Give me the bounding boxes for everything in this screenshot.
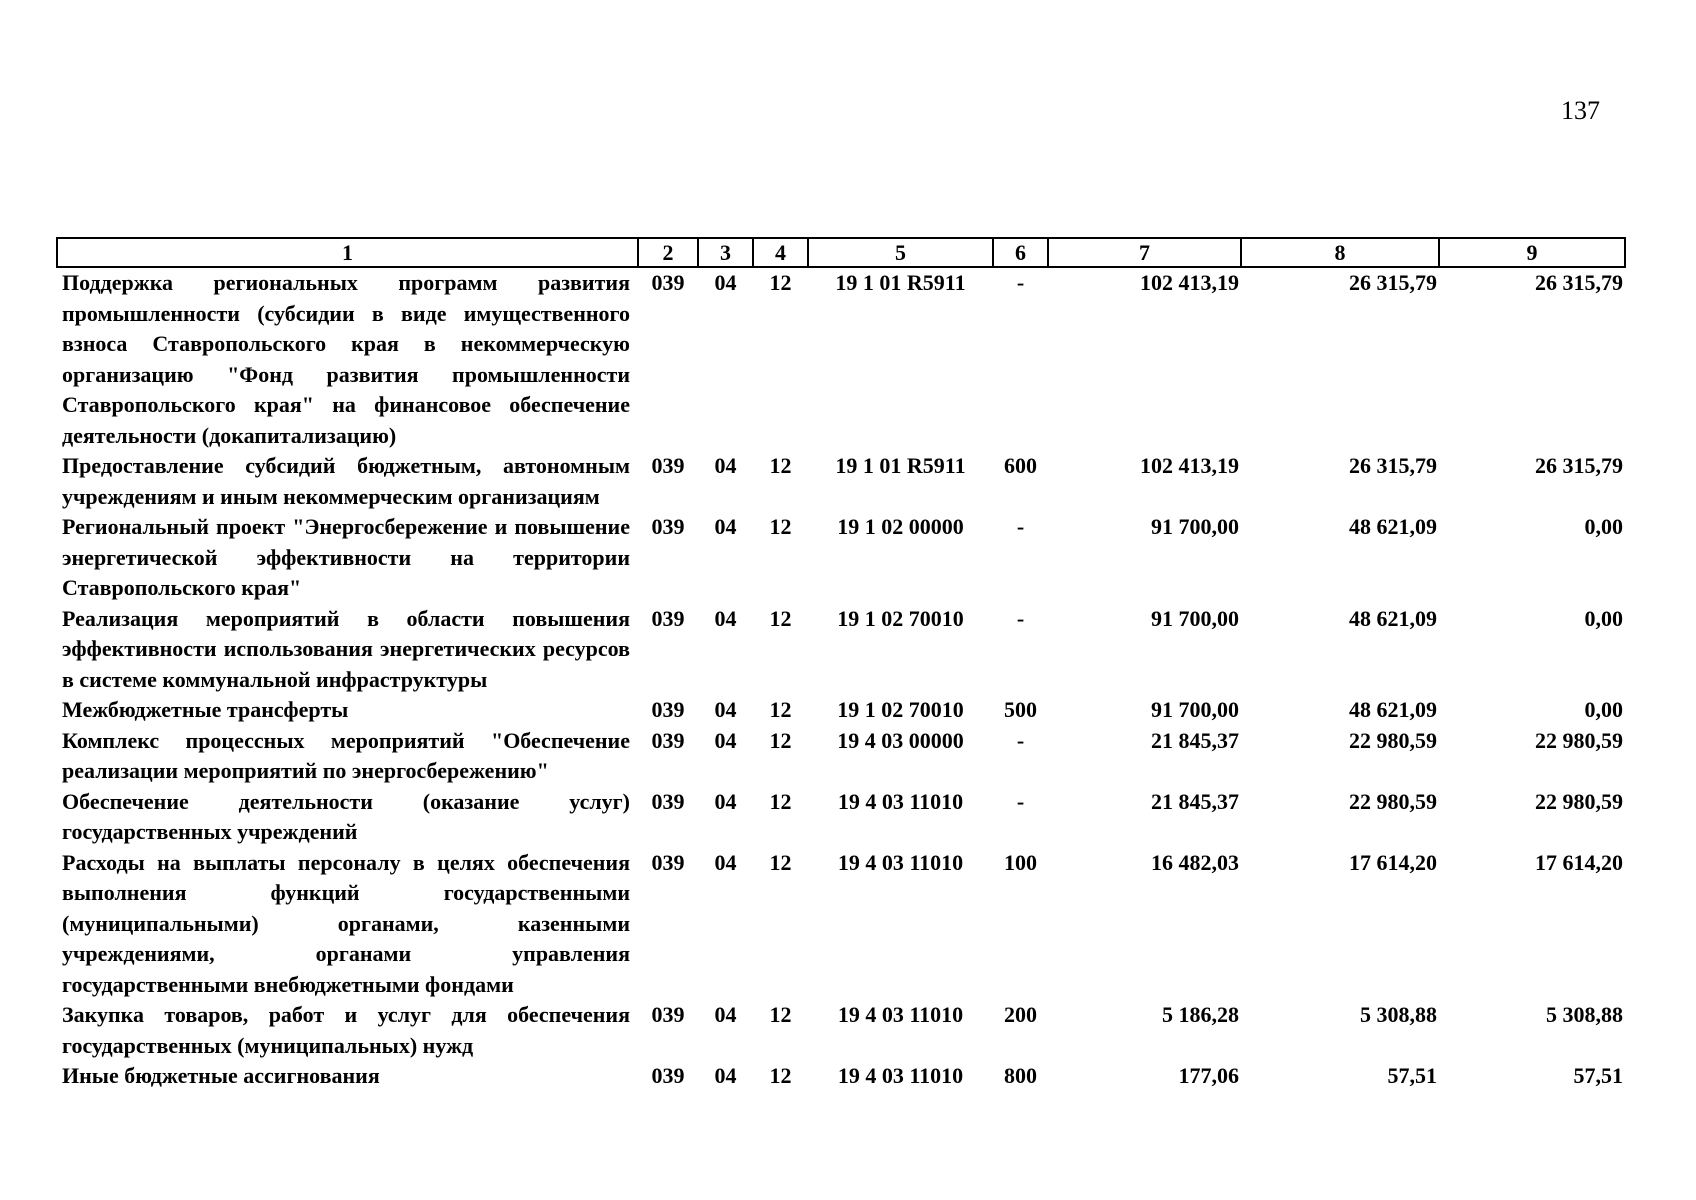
amount-col-7: 21 845,37 [1151, 788, 1239, 814]
section-code: 04 [714, 605, 737, 631]
subsection-code: 12 [769, 727, 792, 753]
amount-col-8: 48 621,09 [1349, 697, 1437, 722]
amount-col-8: 17 614,20 [1349, 849, 1437, 875]
amount-col-9: 5 308,88 [1546, 1002, 1623, 1027]
expense-type-code: 800 [1004, 1063, 1037, 1088]
section-code: 04 [714, 453, 737, 478]
column-header: 1 [57, 238, 638, 267]
table-row [57, 1000, 1625, 1061]
subsection-code: 12 [769, 1063, 792, 1088]
amount-col-9: 17 614,20 [1535, 849, 1623, 875]
column-header: 9 [1439, 238, 1625, 267]
amount-col-9: 0,00 [1584, 697, 1623, 722]
section-code: 04 [714, 849, 737, 875]
row-name: Поддержка региональных программ развития промышленности (субсидии в виде имущественного взноса Ставропольского края в некоммерческую организацию "Фонд развития промышленности Ставропольского края" на финансовое обеспечение деятельности (докапитализацию) [62, 270, 630, 448]
amount-col-7: 16 482,03 [1151, 849, 1239, 875]
target-article-code: 19 4 03 11010 [837, 849, 964, 875]
section-code: 04 [714, 514, 737, 539]
amount-col-7: 5 186,28 [1162, 1002, 1239, 1027]
amount-col-7: 21 845,37 [1151, 727, 1239, 753]
amount-col-8: 5 308,88 [1360, 1002, 1437, 1027]
section-code: 04 [714, 1002, 737, 1027]
amount-col-7: 91 700,00 [1151, 697, 1239, 722]
table-row [57, 512, 1625, 604]
ministry-code: 039 [651, 605, 685, 631]
amount-col-9: 57,51 [1573, 1063, 1623, 1088]
ministry-code: 039 [651, 849, 685, 875]
row-name: Предоставление субсидий бюджетным, автономным учреждениям и иным некоммерческим организациям [62, 453, 630, 509]
page-number: 137 [1561, 96, 1600, 125]
row-name: Расходы на выплаты персоналу в целях обеспечения выполнения функций государственными (муниципальными) органами, казенными учреждениями, органами управления государственными внебюджетными фондами [62, 849, 630, 997]
column-header: 6 [993, 238, 1048, 267]
amount-col-7: 91 700,00 [1151, 605, 1239, 631]
target-article-code: 19 1 02 70010 [837, 605, 964, 631]
target-article-code: 19 1 01 R5911 [835, 453, 966, 478]
expense-type-code: 600 [1004, 453, 1037, 478]
target-article-code: 19 4 03 00000 [837, 727, 964, 753]
amount-col-7: 177,06 [1178, 1063, 1239, 1088]
target-article-code: 19 1 02 00000 [837, 514, 964, 539]
subsection-code: 12 [769, 788, 792, 814]
table-row [57, 787, 1625, 848]
expense-type-code: - [1016, 727, 1025, 753]
amount-col-9: 26 315,79 [1535, 453, 1623, 478]
amount-col-9: 22 980,59 [1535, 727, 1623, 753]
column-header: 8 [1241, 238, 1439, 267]
amount-col-9: 0,00 [1584, 514, 1623, 539]
section-code: 04 [714, 1063, 737, 1088]
amount-col-7: 102 413,19 [1140, 453, 1239, 478]
table-row [57, 267, 1625, 451]
ministry-code: 039 [651, 1063, 685, 1088]
section-code: 04 [714, 270, 737, 295]
row-name: Закупка товаров, работ и услуг для обеспечения государственных (муниципальных) нужд [62, 1002, 630, 1058]
expense-type-code: - [1016, 605, 1025, 631]
header-row [57, 238, 1625, 267]
table-row [57, 1061, 1625, 1092]
column-header: 4 [753, 238, 808, 267]
expense-type-code: - [1016, 270, 1025, 295]
amount-col-8: 26 315,79 [1349, 270, 1437, 295]
subsection-code: 12 [769, 1002, 792, 1027]
row-name: Комплекс процессных мероприятий "Обеспечение реализации мероприятий по энергосбережению" [62, 727, 630, 783]
row-name: Межбюджетные трансферты [62, 697, 349, 722]
expense-type-code: 500 [1004, 697, 1037, 722]
ministry-code: 039 [651, 788, 685, 814]
subsection-code: 12 [769, 605, 792, 631]
amount-col-7: 102 413,19 [1140, 270, 1239, 295]
column-header: 5 [808, 238, 993, 267]
subsection-code: 12 [769, 453, 792, 478]
table-row [57, 604, 1625, 696]
row-name: Реализация мероприятий в области повышения эффективности использования энергетических ресурсов в системе коммунальной инфраструктуры [62, 605, 630, 692]
expense-type-code: 200 [1004, 1002, 1037, 1027]
amount-col-8: 48 621,09 [1349, 514, 1437, 539]
column-header: 7 [1048, 238, 1241, 267]
amount-col-8: 26 315,79 [1349, 453, 1437, 478]
amount-col-9: 26 315,79 [1535, 270, 1623, 295]
amount-col-8: 48 621,09 [1349, 605, 1437, 631]
section-code: 04 [714, 697, 737, 722]
section-code: 04 [714, 788, 737, 814]
table-row [57, 726, 1625, 787]
section-code: 04 [714, 727, 737, 753]
subsection-code: 12 [769, 270, 792, 295]
target-article-code: 19 1 01 R5911 [835, 270, 966, 295]
amount-col-7: 91 700,00 [1151, 514, 1239, 539]
budget-table [56, 237, 1626, 1092]
column-header: 3 [698, 238, 753, 267]
table-row [57, 695, 1625, 726]
row-name: Региональный проект "Энергосбережение и повышение энергетической эффективности на территории Ставропольского края" [62, 514, 630, 600]
target-article-code: 19 4 03 11010 [837, 1002, 964, 1027]
amount-col-8: 57,51 [1387, 1063, 1437, 1088]
target-article-code: 19 1 02 70010 [837, 697, 964, 722]
ministry-code: 039 [651, 270, 685, 295]
target-article-code: 19 4 03 11010 [837, 788, 964, 814]
ministry-code: 039 [651, 727, 685, 753]
table-row [57, 451, 1625, 512]
amount-col-8: 22 980,59 [1349, 788, 1437, 814]
ministry-code: 039 [651, 1002, 685, 1027]
ministry-code: 039 [651, 697, 685, 722]
ministry-code: 039 [651, 514, 685, 539]
amount-col-9: 0,00 [1584, 605, 1623, 631]
expense-type-code: - [1016, 788, 1025, 814]
amount-col-8: 22 980,59 [1349, 727, 1437, 753]
ministry-code: 039 [651, 453, 685, 478]
amount-col-9: 22 980,59 [1535, 788, 1623, 814]
table-row [57, 848, 1625, 1001]
column-header: 2 [638, 238, 698, 267]
row-name: Иные бюджетные ассигнования [62, 1063, 380, 1088]
subsection-code: 12 [769, 849, 792, 875]
subsection-code: 12 [769, 514, 792, 539]
target-article-code: 19 4 03 11010 [837, 1063, 964, 1088]
subsection-code: 12 [769, 697, 792, 722]
expense-type-code: - [1016, 514, 1025, 539]
expense-type-code: 100 [1004, 849, 1037, 875]
row-name: Обеспечение деятельности (оказание услуг) государственных учреждений [62, 788, 630, 844]
